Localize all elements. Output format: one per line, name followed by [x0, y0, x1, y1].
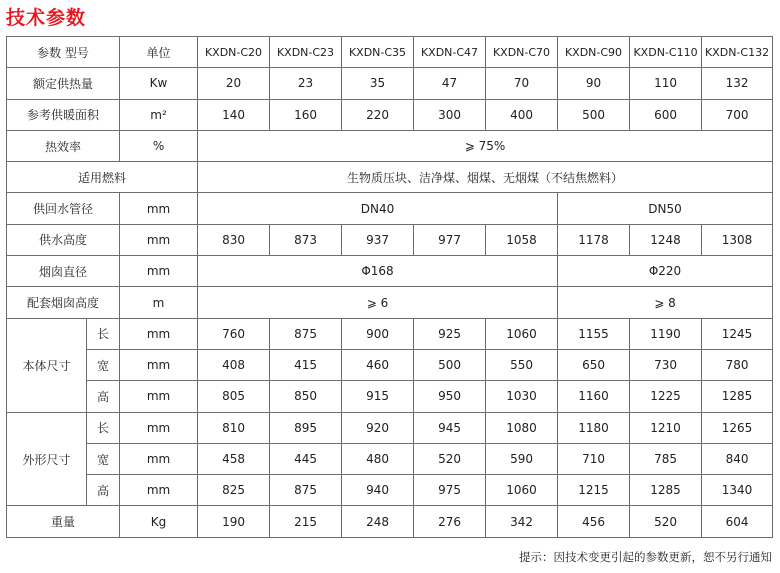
- value-cell: 1308: [702, 224, 773, 255]
- value-cell: 460: [342, 349, 414, 380]
- value-cell: 1248: [630, 224, 702, 255]
- value-cell: 1060: [486, 475, 558, 506]
- value-cell: 850: [270, 381, 342, 412]
- row-label: 供回水管径: [7, 193, 120, 224]
- row-label: 额定供热量: [7, 68, 120, 99]
- value-cell: 945: [414, 412, 486, 443]
- value-cell: 20: [198, 68, 270, 99]
- value-cell: 70: [486, 68, 558, 99]
- value-cell: 915: [342, 381, 414, 412]
- table-row: [7, 318, 773, 349]
- spec-table: [6, 36, 773, 538]
- sub-label: 高: [87, 381, 120, 412]
- value-cell: 456: [558, 506, 630, 537]
- value-cell: 1210: [630, 412, 702, 443]
- value-cell: Φ220: [558, 256, 773, 287]
- value-cell: 458: [198, 443, 270, 474]
- row-unit: Kw: [120, 68, 198, 99]
- value-cell: 408: [198, 349, 270, 380]
- value-cell: 550: [486, 349, 558, 380]
- table-row: [7, 162, 773, 193]
- value-cell: 35: [342, 68, 414, 99]
- value-cell: DN50: [558, 193, 773, 224]
- value-cell: 805: [198, 381, 270, 412]
- table-row: [7, 256, 773, 287]
- value-cell: 1215: [558, 475, 630, 506]
- model-header: KXDN-C110: [630, 37, 702, 68]
- value-cell: 415: [270, 349, 342, 380]
- sub-label: 宽: [87, 349, 120, 380]
- row-unit: mm: [120, 475, 198, 506]
- row-label: 参考供暖面积: [7, 99, 120, 130]
- value-cell: 1285: [702, 381, 773, 412]
- sub-label: 长: [87, 318, 120, 349]
- sub-label: 宽: [87, 443, 120, 474]
- value-cell: 160: [270, 99, 342, 130]
- row-label: 供水高度: [7, 224, 120, 255]
- value-cell: 445: [270, 443, 342, 474]
- value-cell: 1180: [558, 412, 630, 443]
- value-cell: 1155: [558, 318, 630, 349]
- value-cell: 248: [342, 506, 414, 537]
- value-cell: 600: [630, 99, 702, 130]
- model-header: KXDN-C90: [558, 37, 630, 68]
- value-cell: 1030: [486, 381, 558, 412]
- value-cell: ⩾ 8: [558, 287, 773, 318]
- value-cell: 1225: [630, 381, 702, 412]
- value-cell: 1080: [486, 412, 558, 443]
- value-cell: 276: [414, 506, 486, 537]
- value-cell: 90: [558, 68, 630, 99]
- value-cell: 140: [198, 99, 270, 130]
- value-cell: 785: [630, 443, 702, 474]
- row-unit: mm: [120, 256, 198, 287]
- table-row: [7, 506, 773, 537]
- group-label: 本体尺寸: [7, 318, 87, 412]
- table-row: [7, 68, 773, 99]
- value-cell: 1285: [630, 475, 702, 506]
- row-unit: m: [120, 287, 198, 318]
- value-cell: 110: [630, 68, 702, 99]
- model-header: KXDN-C47: [414, 37, 486, 68]
- row-unit: m²: [120, 99, 198, 130]
- value-cell: 710: [558, 443, 630, 474]
- value-cell: 977: [414, 224, 486, 255]
- value-cell: 300: [414, 99, 486, 130]
- table-row: [7, 475, 773, 506]
- table-row: [7, 349, 773, 380]
- row-unit: mm: [120, 412, 198, 443]
- model-header: KXDN-C70: [486, 37, 558, 68]
- value-cell: ⩾ 75%: [198, 130, 773, 161]
- table-row: [7, 193, 773, 224]
- table-row: [7, 287, 773, 318]
- table-row: [7, 381, 773, 412]
- row-unit: mm: [120, 224, 198, 255]
- value-cell: 23: [270, 68, 342, 99]
- value-cell: 480: [342, 443, 414, 474]
- value-cell: ⩾ 6: [198, 287, 558, 318]
- row-label: 适用燃料: [7, 162, 198, 193]
- row-unit: Kg: [120, 506, 198, 537]
- value-cell: 825: [198, 475, 270, 506]
- value-cell: 920: [342, 412, 414, 443]
- table-row: [7, 224, 773, 255]
- value-cell: 500: [414, 349, 486, 380]
- value-cell: 940: [342, 475, 414, 506]
- value-cell: 1060: [486, 318, 558, 349]
- header-param: 参数 型号: [7, 37, 120, 68]
- footer-note: 提示：因技术变更引起的参数更新，恕不另行通知: [519, 550, 772, 564]
- value-cell: 47: [414, 68, 486, 99]
- value-cell: DN40: [198, 193, 558, 224]
- value-cell: 760: [198, 318, 270, 349]
- table-row: [7, 99, 773, 130]
- value-cell: 1160: [558, 381, 630, 412]
- row-unit: mm: [120, 318, 198, 349]
- value-cell: 875: [270, 318, 342, 349]
- row-label: 配套烟囱高度: [7, 287, 120, 318]
- value-cell: 780: [702, 349, 773, 380]
- value-cell: 873: [270, 224, 342, 255]
- value-cell: 1058: [486, 224, 558, 255]
- row-label: 烟囱直径: [7, 256, 120, 287]
- value-cell: 342: [486, 506, 558, 537]
- value-cell: 520: [630, 506, 702, 537]
- value-cell: 830: [198, 224, 270, 255]
- row-label: 重量: [7, 506, 120, 537]
- value-cell: 400: [486, 99, 558, 130]
- table-row: [7, 130, 773, 161]
- value-cell: 900: [342, 318, 414, 349]
- page-title: 技术参数: [6, 7, 87, 29]
- sub-label: 长: [87, 412, 120, 443]
- header-row: [7, 37, 773, 68]
- value-cell: 810: [198, 412, 270, 443]
- value-cell: 500: [558, 99, 630, 130]
- model-header: KXDN-C20: [198, 37, 270, 68]
- model-header: KXDN-C132: [702, 37, 773, 68]
- value-cell: 1190: [630, 318, 702, 349]
- table-row: [7, 443, 773, 474]
- value-cell: 590: [486, 443, 558, 474]
- value-cell: 215: [270, 506, 342, 537]
- value-cell: 937: [342, 224, 414, 255]
- value-cell: 650: [558, 349, 630, 380]
- value-cell: 700: [702, 99, 773, 130]
- value-cell: 840: [702, 443, 773, 474]
- value-cell: 975: [414, 475, 486, 506]
- value-cell: 875: [270, 475, 342, 506]
- value-cell: 1265: [702, 412, 773, 443]
- model-header: KXDN-C23: [270, 37, 342, 68]
- row-unit: mm: [120, 381, 198, 412]
- group-label: 外形尺寸: [7, 412, 87, 506]
- row-unit: mm: [120, 349, 198, 380]
- value-cell: 1245: [702, 318, 773, 349]
- value-cell: 220: [342, 99, 414, 130]
- table-row: [7, 412, 773, 443]
- value-cell: 730: [630, 349, 702, 380]
- value-cell: 190: [198, 506, 270, 537]
- value-cell: 895: [270, 412, 342, 443]
- row-unit: mm: [120, 193, 198, 224]
- row-unit: mm: [120, 443, 198, 474]
- value-cell: 132: [702, 68, 773, 99]
- sub-label: 高: [87, 475, 120, 506]
- value-cell: 1178: [558, 224, 630, 255]
- header-unit: 单位: [120, 37, 198, 68]
- value-cell: 1340: [702, 475, 773, 506]
- value-cell: 520: [414, 443, 486, 474]
- value-cell: 950: [414, 381, 486, 412]
- value-cell: 604: [702, 506, 773, 537]
- value-cell: 925: [414, 318, 486, 349]
- row-unit: %: [120, 130, 198, 161]
- value-cell: 生物质压块、洁净煤、烟煤、无烟煤（不结焦燃料）: [198, 162, 773, 193]
- model-header: KXDN-C35: [342, 37, 414, 68]
- value-cell: Φ168: [198, 256, 558, 287]
- row-label: 热效率: [7, 130, 120, 161]
